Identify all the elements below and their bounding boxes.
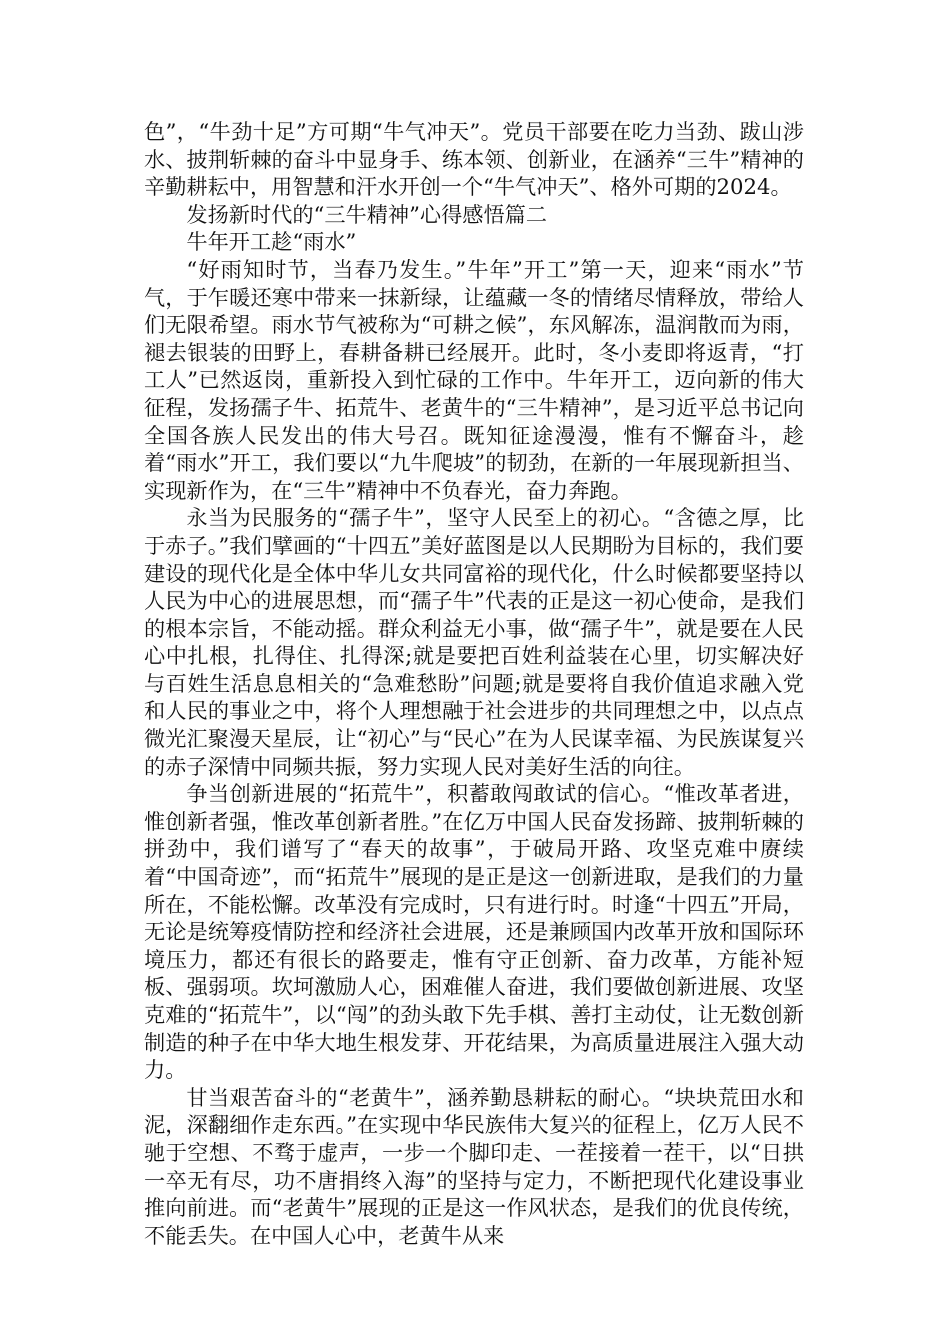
paragraph-tuohuang-niu: 争当创新进展的“拓荒牛”，积蓄敢闯敢试的信心。“惟改革者进，惟创新者强，惟改革创新者胜。”在亿万中国人民奋发扬蹄、披荆斩棘的拼劲中，我们谱写了“春天的故事”，于破局开路、攻坚克难中赓续着“中国奇迹”，而“拓荒牛”展现的是正是这一创新进取，是我们的力量所在，不能松懈。改革没有完成时，只有进行时。时逢“十四五”开局，无论是统筹疫情防控和经济社会进展，还是兼顾国内改革开放和国际环境压力，都还有很长的路要走，惟有守正创新、奋力改革，方能补短板、强弱项。坎坷激励人心，困难催人奋进，我们要做创新进展、攻坚克难的“拓荒牛”，以“闯”的劲头敢下先手棋、善打主动仗，让无数创新制造的种子在中华大地生根发芽、开花结果，为高质量进展注入强大动力。 [144,781,804,1083]
paragraph-laohuang-niu: 甘当艰苦奋斗的“老黄牛”，涵养勤恳耕耘的耐心。“块块荒田水和泥，深翻细作走东西。”在实现中华民族伟大复兴的征程上，亿万人民不驰于空想、不骛于虚声，一步一个脚印走、一茬接着一茬干，以“日拱一卒无有尽，功不唐捐终入海”的坚持与定力，不断把现代化建设事业推向前进。而“老黄牛”展现的正是这一作风状态，是我们的优良传统，不能丢失。在中国人心中，老黄牛从来 [144,1084,804,1248]
document-body [144,118,804,1249]
article-subtitle: 牛年开工趁“雨水” [186,229,357,255]
paragraph-ruzi-niu: 永当为民服务的“孺子牛”，坚守人民至上的初心。“含德之厚，比于赤子。”我们擘画的“十四五”美好蓝图是以人民期盼为目标的，我们要建设的现代化是全体中华儿女共同富裕的现代化，什么时候都要坚持以人民为中心的进展思想，而“孺子牛”代表的正是这一初心使命，是我们的根本宗旨，不能动摇。群众利益无小事，做“孺子牛”，就是要在人民心中扎根，扎得住、扎得深;就是要把百姓利益装在心里，切实解决好与百姓生活息息相关的“急难愁盼”问题;就是要将自我价值追求融入党和人民的事业之中，将个人理想融于社会进步的共同理想之中，以点点微光汇聚漫天星辰，让“初心”与“民心”在为人民谋幸福、为民族谋复兴的赤子深情中同频共振，努力实现人民对美好生活的向往。 [144,505,804,779]
paragraph-continuation: 色”，“牛劲十足”方可期“牛气冲天”。党员干部要在吃力当劲、跋山涉水、披荆斩棘的奋斗中显身手、练本领、创新业，在涵养“三牛”精神的辛勤耕耘中，用智慧和汗水开创一个“牛气冲天”、格外可期的2024。 [144,119,804,200]
section-heading: 发扬新时代的“三牛精神”心得感悟篇二 [186,201,548,227]
paragraph-rain-water: “好雨知时节，当春乃发生。”牛年”开工”第一天，迎来“雨水”节气，于乍暖还寒中带来一抹新绿，让蕴藏一冬的情绪尽情释放，带给人们无限希望。雨水节气被称为“可耕之候”，东风解冻，温润散而为雨，褪去银装的田野上，春耕备耕已经展开。此时，冬小麦即将返青，“打工人”已然返岗，重新投入到忙碌的工作中。牛年开工，迈向新的伟大征程，发扬孺子牛、拓荒牛、老黄牛的“三牛精神”，是习近平总书记向全国各族人民发出的伟大号召。既知征途漫漫，惟有不懈奋斗，趁着“雨水”开工，我们要以“九牛爬坡”的韧劲，在新的一年展现新担当、实现新作为，在“三牛”精神中不负春光，奋力奔跑。 [144,256,804,503]
